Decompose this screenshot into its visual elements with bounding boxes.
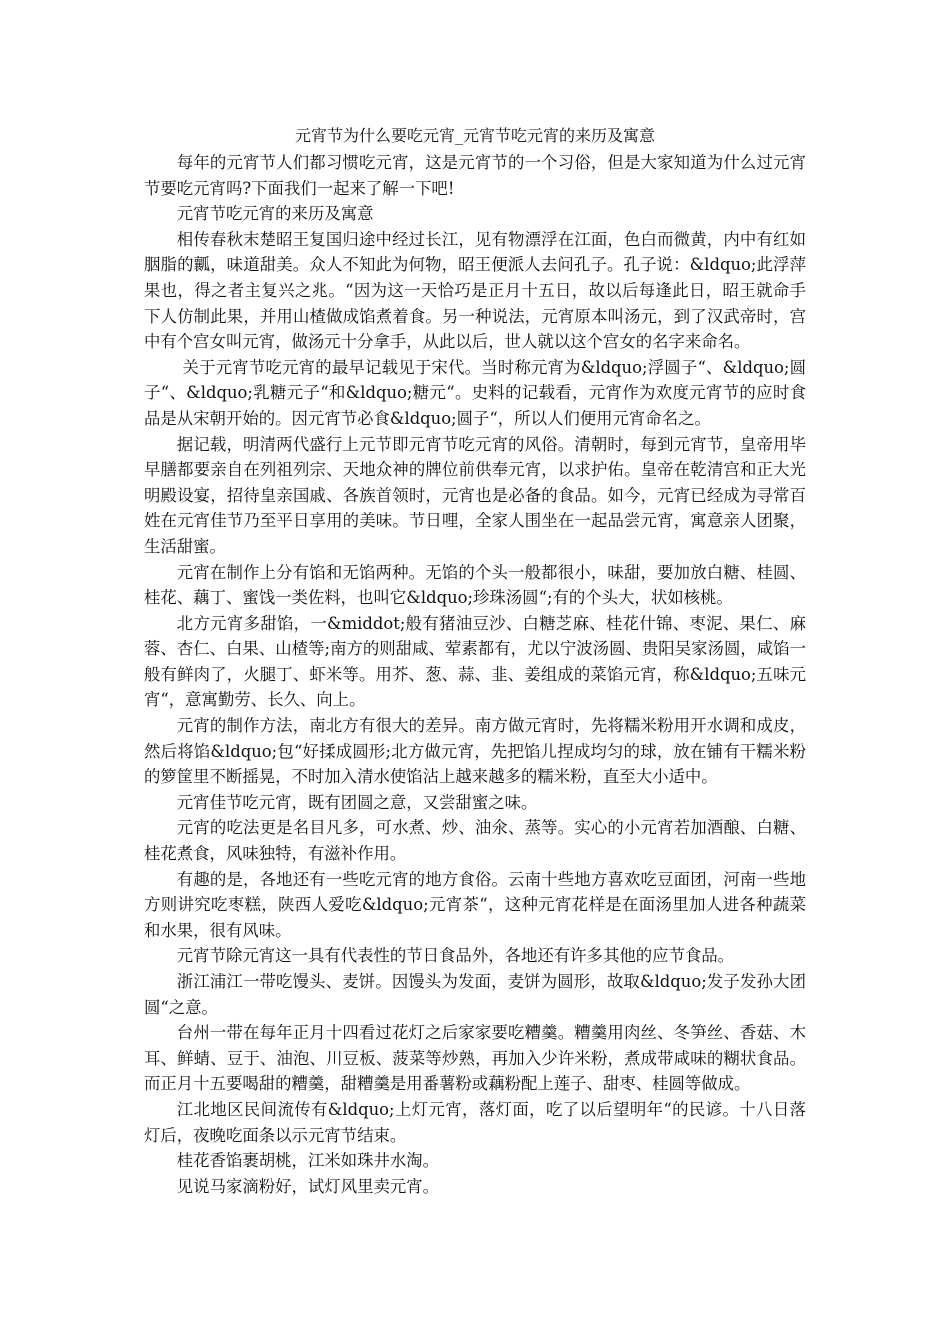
paragraph-making-method: 元宵的制作方法，南北方有很大的差异。南方做元宵时，先将糯米粉用开水调和成皮，然后将馅&ldquo;包“好揉成圆形;北方做元宵，先把馅儿捏成均匀的球，放在铺有干糯米粉的箩筐里不断摇晃，不时加入清水使馅沾上越来越多的糯米粉，直至大小适中。 — [144, 716, 806, 787]
paragraph-legend: 相传春秋末楚昭王复国归途中经过长江，见有物漂浮在江面，色白而微黄，内中有红如胭脂的瓤，味道甜美。众人不知此为何物，昭王便派人去问孔子。孔子说：&ldquo;此浮萍果也，得之者主复兴之兆。“因为这一天恰巧是正月十五日，故以后每逢此日，昭王就命手下人仿制此果，并用山楂做成馅煮着食。另一种说法，元宵原本叫汤元，到了汉武帝时，宫中有个宫女叫元宵，做汤元十分拿手，从此以后，世人就以这个宫女的名字来命名。 — [144, 229, 806, 352]
paragraph-north-south-fillings: 北方元宵多甜馅，一&middot;般有猪油豆沙、白糖芝麻、桂花什锦、枣泥、果仁、麻蓉、杏仁、白果、山楂等;南方的则甜咸、荤素都有，尤以宁波汤圆、贵阳吴家汤圆，咸馅一般有鲜肉了，火腿丁、虾米等。用芥、葱、蒜、韭、姜组成的菜馅元宵，称&ldquo;五味元宵“，意寓勤劳、长久、向上。 — [144, 613, 806, 710]
poem-line-1: 桂花香馅裹胡桃，江米如珠井水淘。 — [176, 1151, 440, 1171]
paragraph-zhejiang: 浙江浦江一带吃馒头、麦饼。因馒头为发面，麦饼为圆形，故取&ldquo;发子发孙大团圆“之意。 — [144, 972, 806, 1017]
paragraph-eating-ways: 元宵的吃法更是名目凡多，可水煮、炒、油氽、蒸等。实心的小元宵若加酒酿、白糖、桂花煮食，风味独特，有滋补作用。 — [144, 818, 806, 864]
paragraph-taizhou: 台州一带在每年正月十四看过花灯之后家家要吃糟羹。糟羹用肉丝、冬笋丝、香菇、木耳、鲜蜻、豆于、油泡、川豆板、菠菜等炒熟，再加入少许米粉，煮成带咸味的糊状食品。而正月十五要喝甜的糟羹，甜糟羹是用番薯粉或藕粉配上莲子、甜枣、桂圆等做成。 — [144, 1023, 806, 1094]
paragraph-meaning: 元宵佳节吃元宵，既有团圆之意，又尝甜蜜之味。 — [176, 792, 538, 812]
section-heading: 元宵节吃元宵的来历及寓意 — [176, 204, 374, 224]
paragraph-ming-qing: 据记载，明清两代盛行上元节即元宵节吃元宵的风俗。清朝时，每到元宵节，皇帝用毕早膳都要亲自在列祖列宗、天地众神的牌位前供奉元宵，以求护佑。皇帝在乾清宫和正大光明殿设宴，招待皇亲国戚、各族首领时，元宵也是必备的食品。如今，元宵已经成为寻常百姓在元宵佳节乃至平日享用的美味。节日哩，全家人围坐在一起品尝元宵，寓意亲人团聚，生活甜蜜。 — [144, 434, 806, 556]
paragraph-song-dynasty: 关于元宵节吃元宵的最早记载见于宋代。当时称元宵为&ldquo;浮圆子“、&ldquo;圆子“、&ldquo;乳糖元子“和&ldquo;糖元“。史料的记载看，元宵作为欢度元宵节的应时食品是从宋朝开始的。因元宵节必食&ldquo;圆子“，所以人们便用元宵命名之。 — [144, 357, 806, 428]
document-title: 元宵节为什么要吃元宵_元宵节吃元宵的来历及寓意 — [294, 126, 655, 145]
document-body — [144, 150, 806, 1199]
paragraph-intro: 每年的元宵节人们都习惯吃元宵，这是元宵节的一个习俗，但是大家知道为什么过元宵节要吃元宵吗?下面我们一起来了解一下吧! — [144, 153, 806, 198]
paragraph-jiangbei: 江北地区民间流传有&ldquo;上灯元宵，落灯面，吃了以后望明年“的民谚。十八日落灯后，夜晚吃面条以示元宵节结束。 — [144, 1099, 806, 1145]
paragraph-local-customs: 有趣的是，各地还有一些吃元宵的地方食俗。云南十些地方喜欢吃豆面团，河南一些地方则讲究吃枣糕，陕西人爱吃&ldquo;元宵茶“，这种元宵花样是在面汤里加人进各种蔬菜和水果，很有风味。 — [144, 869, 806, 940]
paragraph-other-foods: 元宵节除元宵这一具有代表性的节日食品外，各地还有许多其他的应节食品。 — [176, 946, 735, 966]
poem-line-2: 见说马家滴粉好，试灯风里卖元宵。 — [176, 1176, 440, 1196]
paragraph-filling-types: 元宵在制作上分有馅和无馅两种。无馅的个头一般都很小，味甜，要加放白糖、桂圆、桂花、藕丁、蜜饯一类佐料，也叫它&ldquo;珍珠汤圆“;有的个头大，状如核桃。 — [144, 562, 806, 608]
